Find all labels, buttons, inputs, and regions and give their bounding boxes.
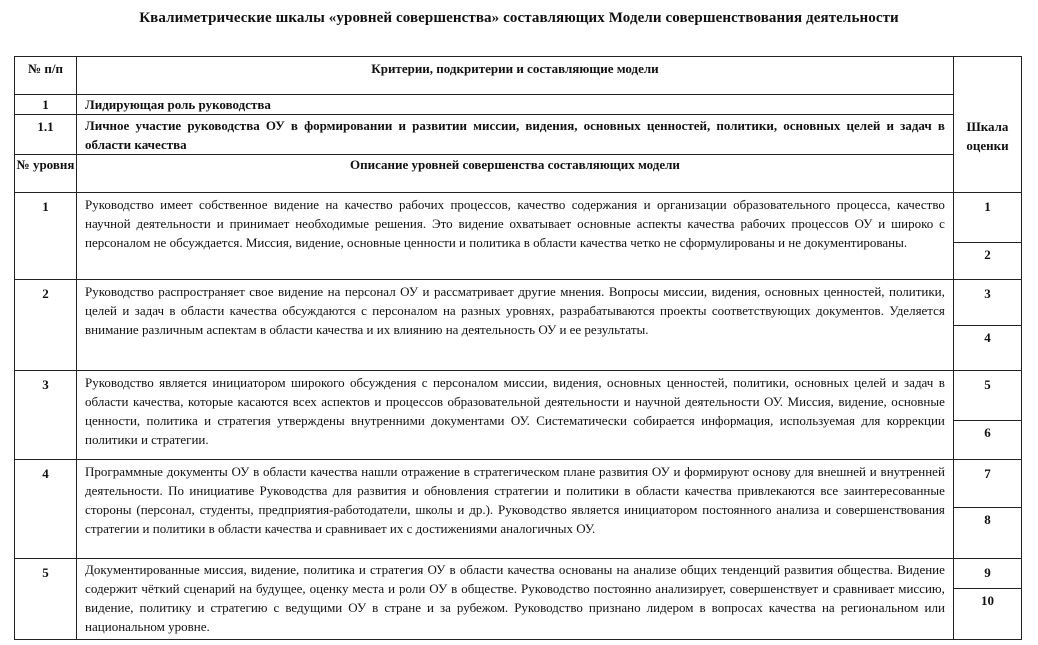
level-row [15, 460, 1022, 559]
score-cell [953, 460, 1021, 559]
level-row [15, 193, 1022, 280]
level-description: Руководство является инициатором широкого обсуждения с персоналом миссии, видения, основных ценностей, политики, основных целей и задач в области качества, которые касаются всех аспектов и процессов образовательной деятельности и научной деятельности ОУ. Миссия, видение, основные ценности, политика и стратегия утверждены внутренними документами ОУ. Систематически собирается информация, используемая для коррекции политики и стратегии. [77, 371, 954, 460]
level-description: Документированные миссия, видение, политика и стратегия ОУ в области качества основаны на анализе общих тенденций развития общества. Видение содержит чёткий сценарий на будущее, оценку места и роли ОУ в обществе. Руководство постоянно анализирует, совершенствует и сравнивает миссию, видение, политику и стратегию с ведущими ОУ в стране и за рубежом. Руководство признано лидером в вопросах качества на региональном или национальном уровне. [77, 559, 954, 640]
scale-header-label: Шкала оценки [966, 118, 1009, 153]
document-title: Квалиметрические шкалы «уровней совершенства» составляющих Модели совершенствования деятельности [139, 10, 899, 26]
table-header-row [15, 57, 1022, 95]
score-low: 9 [954, 559, 1021, 589]
score-high: 2 [984, 247, 991, 262]
subcriterion-number: 1.1 [15, 115, 77, 155]
score-high: 4 [984, 330, 991, 345]
score-high: 8 [984, 512, 991, 527]
criterion-row [15, 95, 1022, 115]
level-number: 4 [15, 460, 77, 559]
score-low: 1 [954, 193, 1021, 243]
level-description: Руководство имеет собственное видение на качество рабочих процессов, качество содержания и организации образовательного процесса, качество научной деятельности и принимает необходимые решения. Это видение охватывает основные аспекты качества рабочих процессов ОУ и широко с персоналом не обсуждается. Миссия, видение, основные ценности и политика в области качества четко не сформулированы и не документированы. [77, 193, 954, 280]
subcriterion-row [15, 115, 1022, 155]
level-header-row [15, 155, 1022, 193]
score-low: 5 [954, 371, 1021, 421]
score-high: 10 [980, 593, 994, 608]
score-cell [953, 559, 1021, 640]
criterion-number: 1 [15, 95, 77, 115]
criteria-column-header: Критерии, подкритерии и составляющие модели [77, 57, 954, 95]
score-high: 6 [984, 425, 991, 440]
level-description-header: Описание уровней совершенства составляющих модели [77, 155, 954, 193]
score-low: 3 [954, 280, 1021, 326]
quality-scale-table [14, 56, 1022, 640]
level-number: 5 [15, 559, 77, 640]
scale-column-header [953, 57, 1021, 193]
score-low: 7 [954, 460, 1021, 508]
level-row [15, 280, 1022, 371]
level-row [15, 371, 1022, 460]
score-cell [953, 280, 1021, 371]
level-number: 1 [15, 193, 77, 280]
level-description: Руководство распространяет свое видение на персонал ОУ и рассматривает другие мнения. Вопросы миссии, видения, основных ценностей, политики, целей и задач в области качества обсуждаются с персоналом на разных уровнях, разрабатываются проекты соответствующих документов. Уделяется внимание различным аспектам в области качества и их влиянию на деятельность ОУ и ее результаты. [77, 280, 954, 371]
level-description: Программные документы ОУ в области качества нашли отражение в стратегическом плане развития ОУ и формируют основу для внешней и внутренней деятельности. По инициативе Руководства для развития и обновления стратегии и политики в области качества привлекаются все заинтересованные стороны (персонал, студенты, предприятия-работодатели, школы и др.). Руководство является инициатором постоянного анализа и совершенствования стратегии и политики в области качества и сравнивает их с достижениями аналогичных ОУ. [77, 460, 954, 559]
subcriterion-title: Личное участие руководства ОУ в формировании и развитии миссии, видения, основных ценностей, политики, основных целей и задач в области качества [77, 115, 954, 155]
num-column-header: № п/п [15, 57, 77, 95]
level-number: 3 [15, 371, 77, 460]
level-number-header: № уровня [15, 155, 77, 193]
level-number: 2 [15, 280, 77, 371]
level-row [15, 559, 1022, 640]
criterion-title: Лидирующая роль руководства [77, 95, 954, 115]
score-cell [953, 371, 1021, 460]
score-cell [953, 193, 1021, 280]
